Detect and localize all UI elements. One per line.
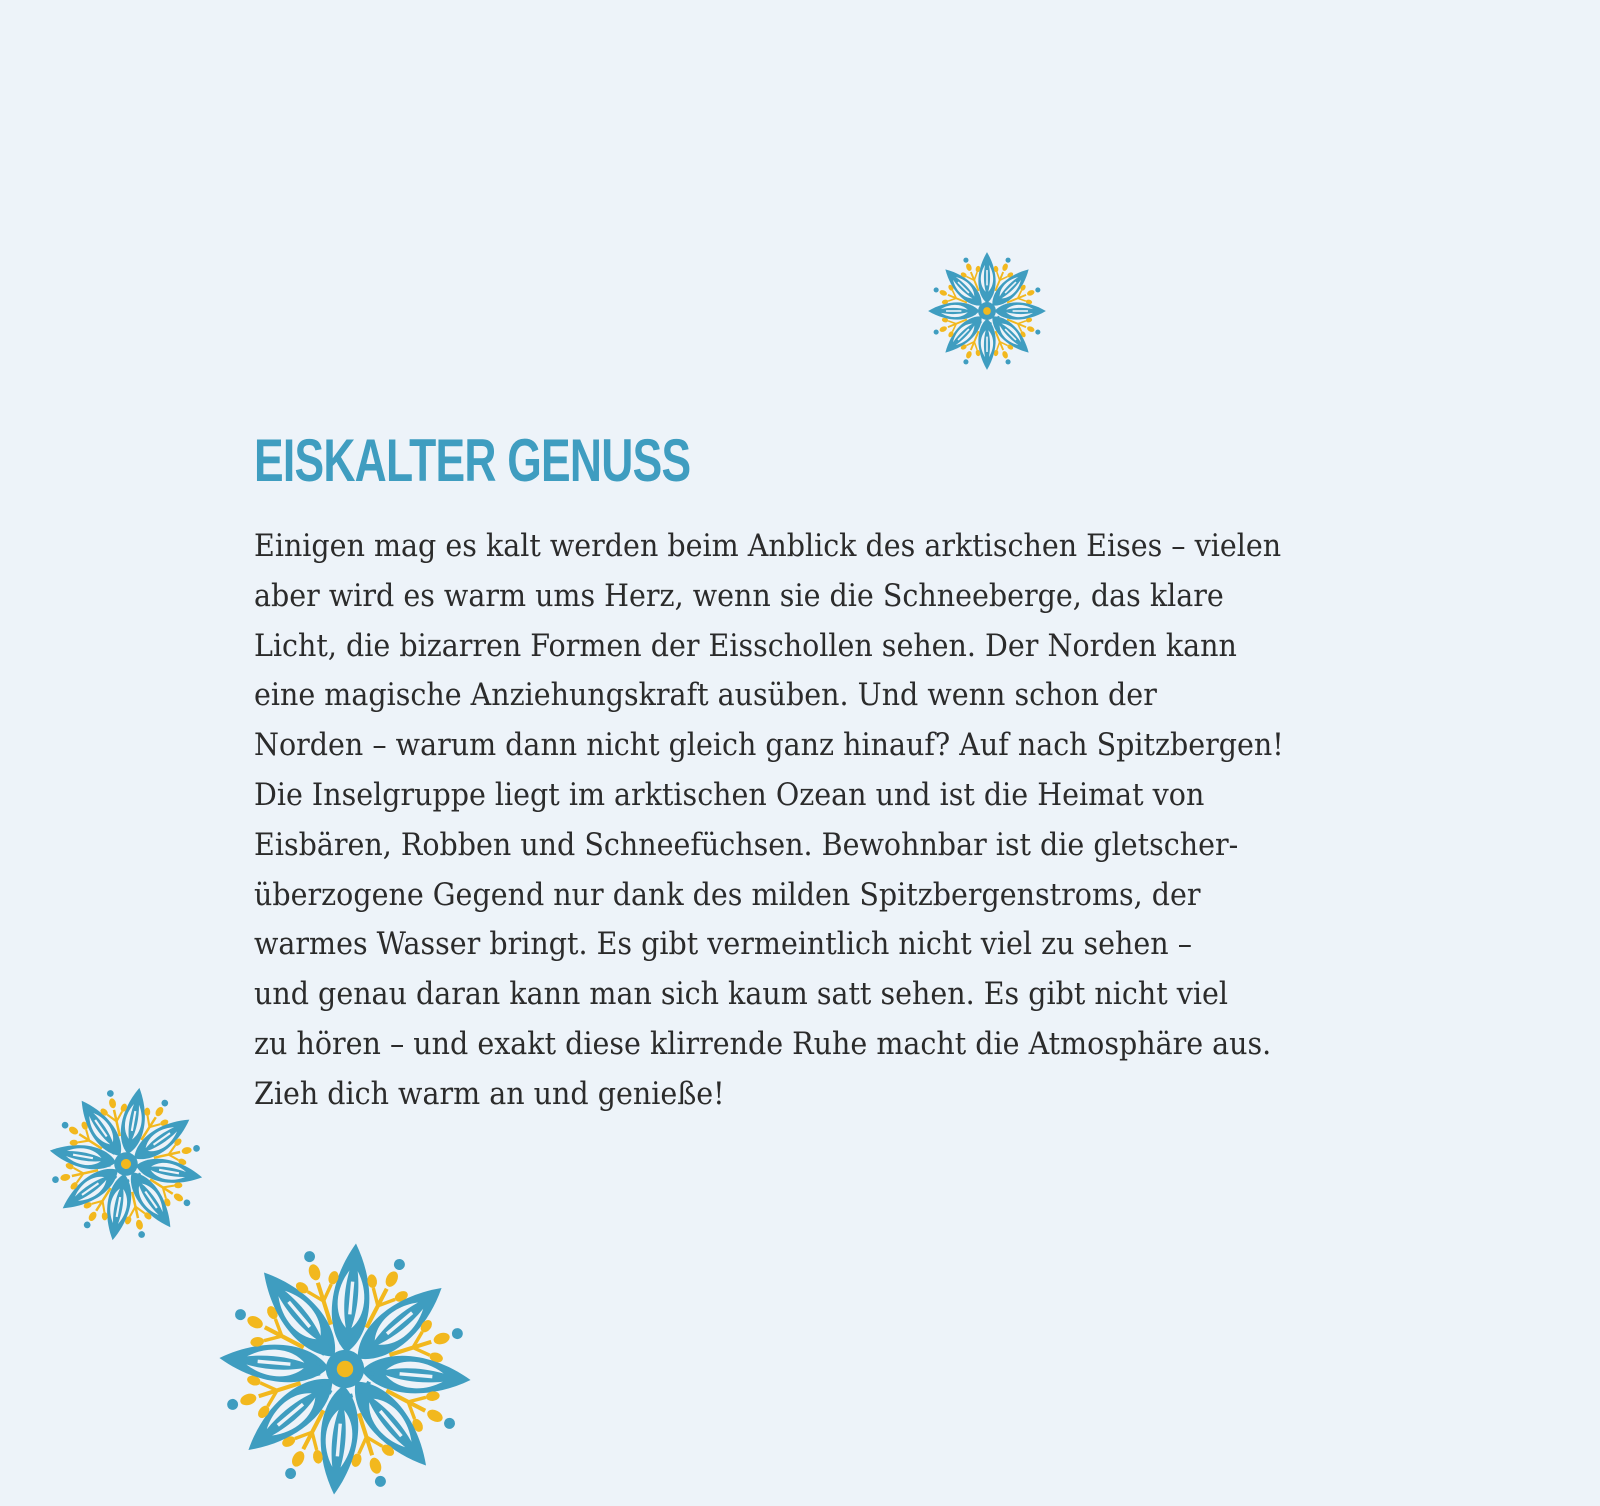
snowflake-flower-icon (923, 247, 1051, 375)
text-line: Zieh dich warm an und genieße! (254, 1075, 725, 1112)
text-line: Die Inselgruppe liegt im arktischen Ozean und ist die Heimat von (254, 776, 1205, 813)
text-line: warmes Wasser bringt. Es gibt vermeintlich nicht viel zu sehen – (254, 926, 1192, 963)
article-body (254, 522, 1364, 1120)
page-title: EISKALTER GENUSS (254, 427, 691, 494)
snowflake-flower-icon (208, 1232, 482, 1506)
text-line: überzogene Gegend nur dank des milden Spitzbergenstroms, der (254, 876, 1201, 913)
text-line: Einigen mag es kalt werden beim Anblick des arktischen Eises – vielen (254, 528, 1282, 564)
text-line: Eisbären, Robben und Schneefüchsen. Bewohnbar ist die gletscher- (254, 826, 1239, 863)
text-line: zu hören – und exakt diese klirrende Ruhe macht die Atmosphäre aus. (254, 1025, 1272, 1062)
text-line: aber wird es warm ums Herz, wenn sie die Schneeberge, das klare (254, 577, 1224, 614)
text-line: Norden – warum dann nicht gleich ganz hinauf? Auf nach Spitzbergen! (254, 727, 1284, 764)
snowflake-flower-icon (42, 1080, 210, 1248)
text-line: und genau daran kann man sich kaum satt sehen. Es gibt nicht viel (254, 976, 1228, 1013)
text-line: Licht, die bizarren Formen der Eisschollen sehen. Der Norden kann (254, 627, 1237, 664)
text-line: eine magische Anziehungskraft ausüben. Und wenn schon der (254, 677, 1157, 714)
